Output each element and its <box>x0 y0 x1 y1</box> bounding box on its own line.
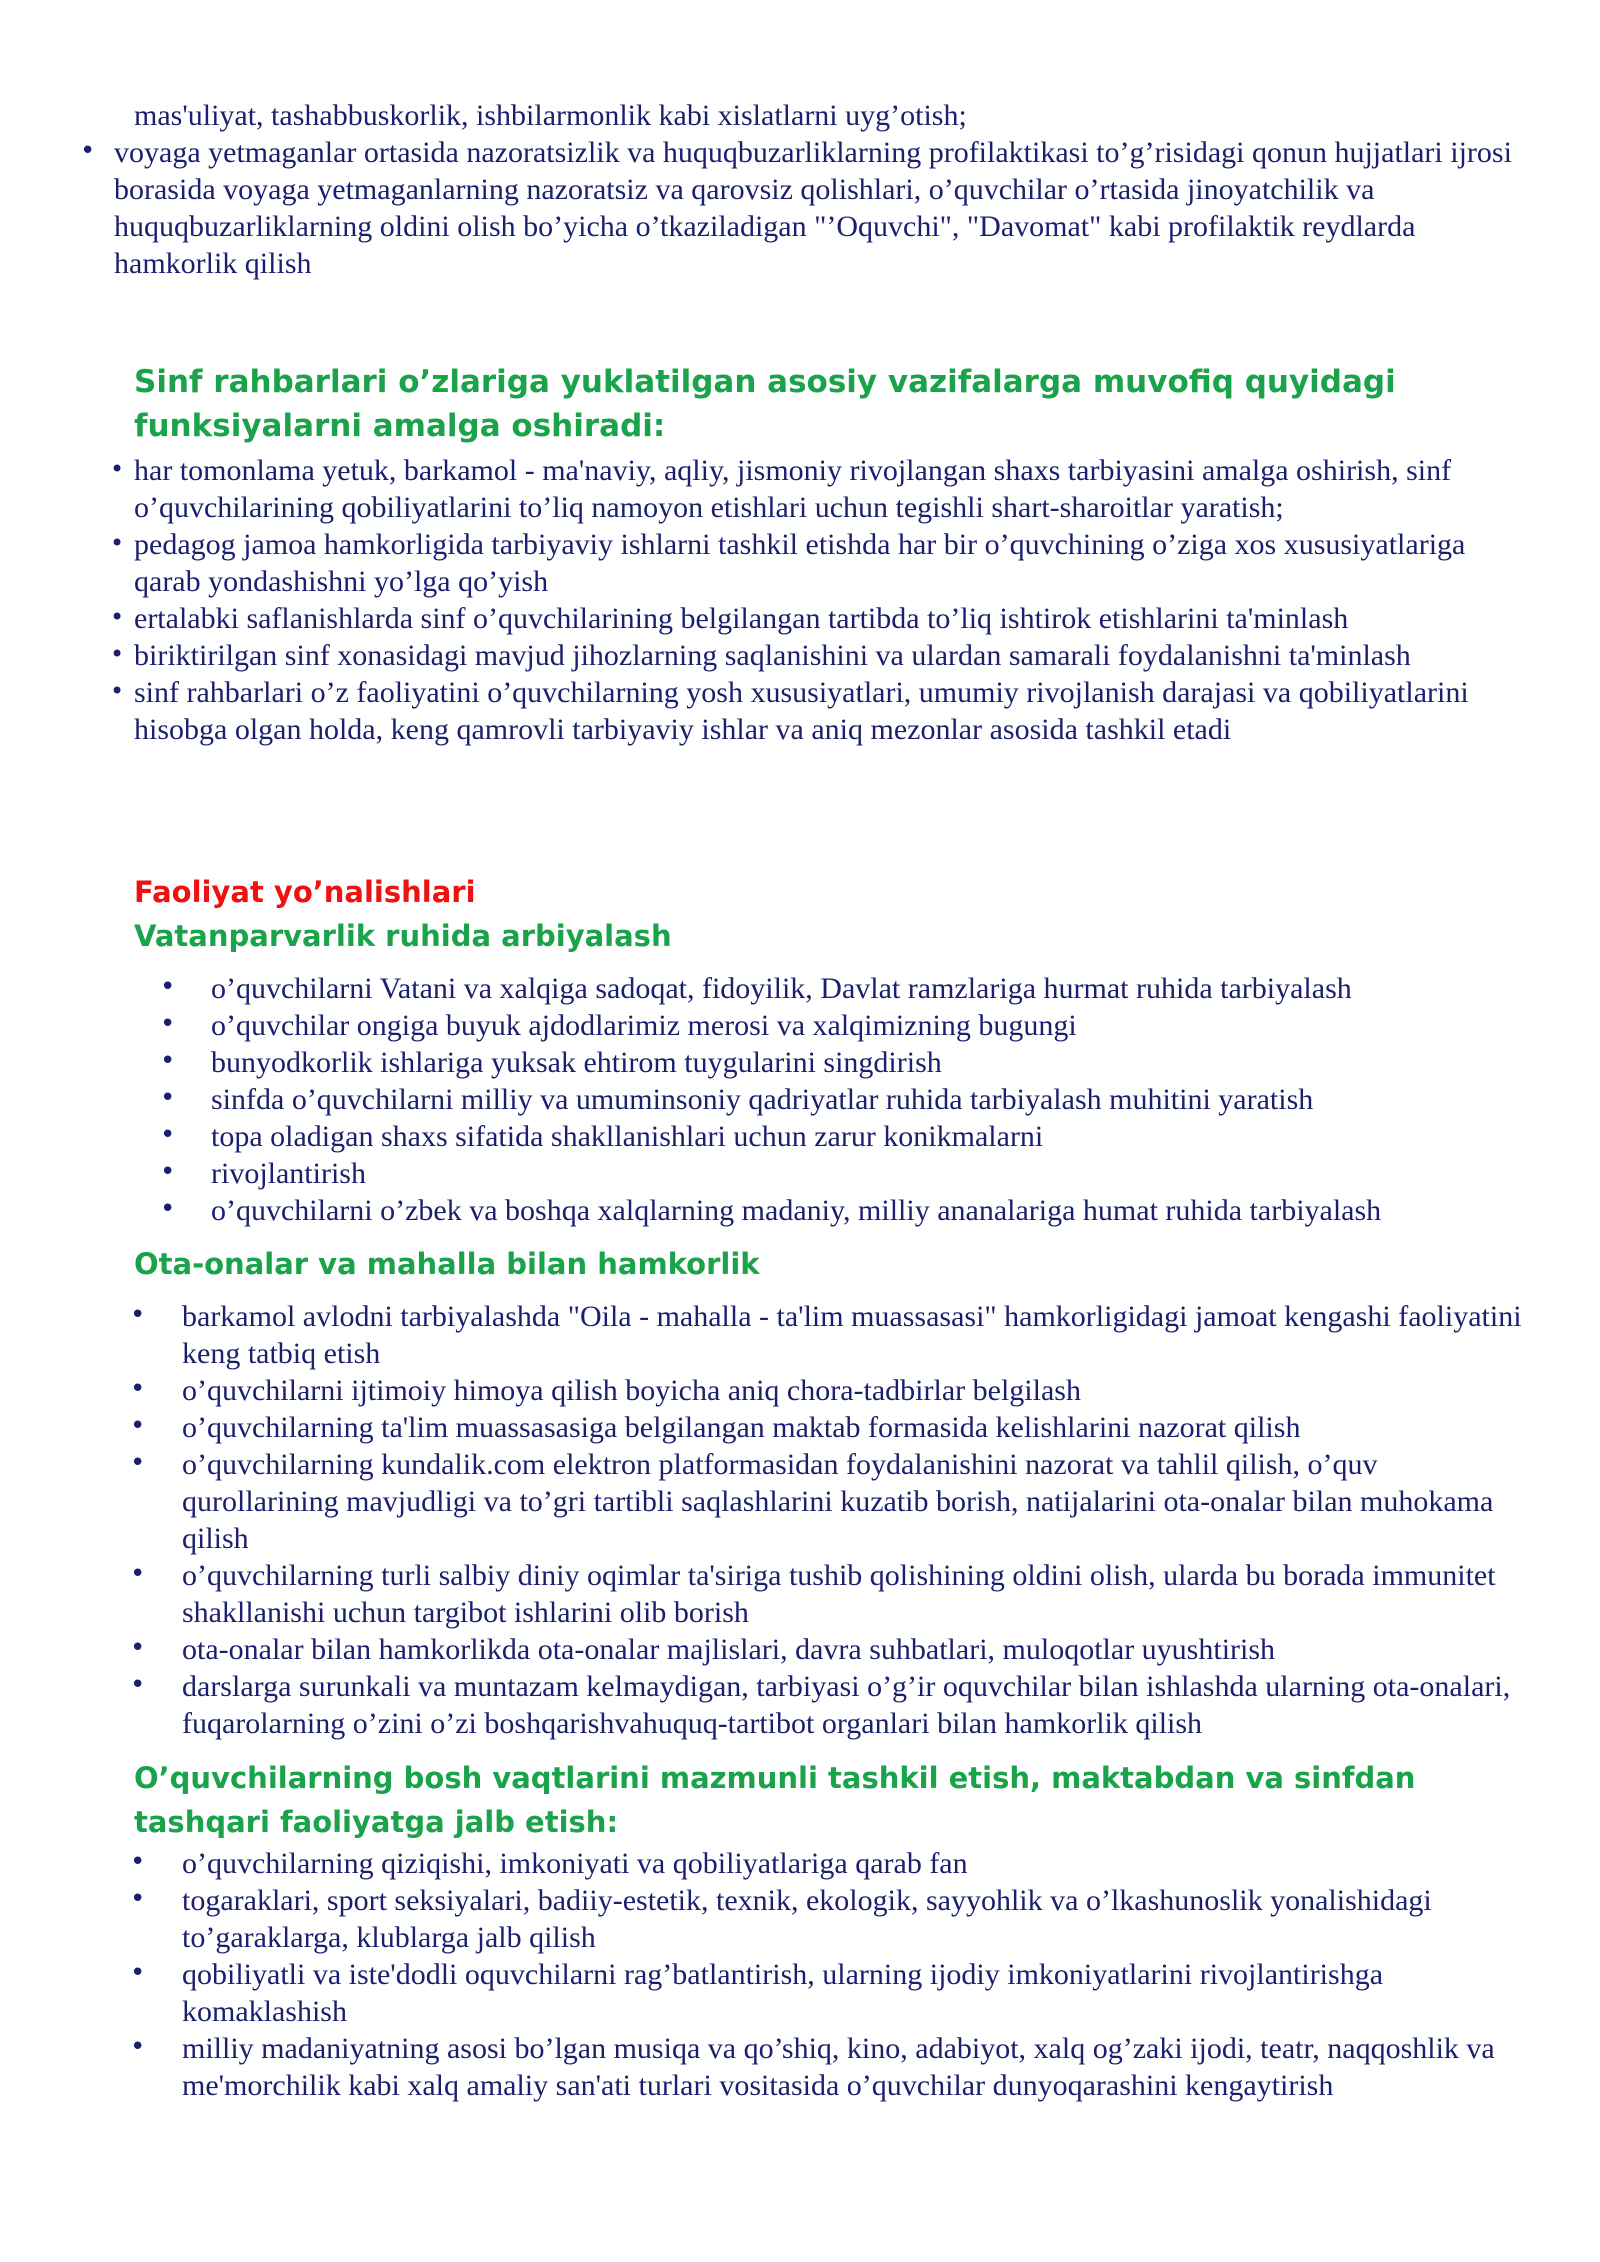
list-item: • o’quvchilarning qiziqishi, imkoniyati va qobiliyatlariga qarab fan <box>130 1845 1530 1882</box>
list-item: • o’quvchilarning kundalik.com elektron platformasidan foydalanishini nazorat va tahlil qilish, o’quv qurollarining mavjudligi va to’gri tartibli saqlashlarini kuzatib borish, natijalarini ota-onalar bilan muhokama qilish <box>130 1446 1530 1557</box>
bullet-icon: • <box>130 1559 146 1589</box>
list-item: • darslarga surunkali va muntazam kelmaydigan, tarbiyasi o’g’ir oquvchilar bilan ishlashda ularning ota-onalari, fuqarolarning o’zini o’zi boshqarishvahuquq-tartibot organlari bilan hamkorlik qilish <box>130 1668 1530 1742</box>
list-item: • bunyodkorlik ishlariga yuksak ehtirom tuygularini singdirish <box>160 1044 1540 1081</box>
bullet-icon: • <box>130 1847 146 1877</box>
vatan-heading: Vatanparvarlik ruhida arbiyalash <box>134 919 672 953</box>
bullet-icon: • <box>130 1374 146 1404</box>
bullet-icon: • <box>160 972 176 1002</box>
bullet-icon: • <box>160 1120 176 1150</box>
bullet-icon: • <box>130 1411 146 1441</box>
bullet-icon: • <box>130 1670 146 1700</box>
ota-list <box>130 1298 1530 1742</box>
list-item: • barkamol avlodni tarbiyalashda "Oila - mahalla - ta'lim muassasasi" hamkorligidagi jamoat kengashi faoliyatini keng tatbiq etish <box>130 1298 1530 1372</box>
bullet-icon: • <box>110 529 125 557</box>
top-bullet-list <box>80 134 1520 282</box>
list-item: • sinfda o’quvchilarni milliy va umuminsoniy qadriyatlar ruhida tarbiyalash muhitini yaratish <box>160 1081 1540 1118</box>
list-item: • biriktirilgan sinf xonasidagi mavjud jihozlarning saqlanishini va ulardan samarali foydalanishni ta'minlash <box>110 637 1510 674</box>
list-item: • qobiliyatli va iste'dodli oquvchilarni rag’batlantirish, ularning ijodiy imkoniyatlarini rivojlantirishga komaklashish <box>130 1956 1530 2030</box>
bullet-icon: • <box>160 1194 176 1224</box>
bullet-icon: • <box>110 677 125 705</box>
list-item: • o’quvchilarni o’zbek va boshqa xalqlarning madaniy, milliy ananalariga humat ruhida tarbiyalash <box>160 1192 1540 1229</box>
list-item: • o’quvchilarning turli salbiy diniy oqimlar ta'siriga tushib qolishining oldini olish, ularda bu borada immunitet shakllanishi uchun targibot ishlarini olib borish <box>130 1557 1530 1631</box>
bullet-icon: • <box>130 1300 146 1330</box>
bullet-icon: • <box>110 640 125 668</box>
bullet-icon: • <box>160 1009 176 1039</box>
list-item: • topa oladigan shaxs sifatida shakllanishlari uchun zarur konikmalarni <box>160 1118 1540 1155</box>
bullet-icon: • <box>110 603 125 631</box>
list-item: • ota-onalar bilan hamkorlikda ota-onalar majlislari, davra suhbatlari, muloqotlar uyushtirish <box>130 1631 1530 1668</box>
bullet-icon: • <box>160 1083 176 1113</box>
bullet-icon: • <box>130 2032 146 2062</box>
list-item: • o’quvchilarning ta'lim muassasasiga belgilangan maktab formasida kelishlarini nazorat qilish <box>130 1409 1530 1446</box>
bullet-icon: • <box>130 1448 146 1478</box>
list-item: • o’quvchilarni Vatani va xalqiga sadoqat, fidoyilik, Davlat ramzlariga hurmat ruhida tarbiyalash <box>160 970 1540 1007</box>
list-item: • rivojlantirish <box>160 1155 1540 1192</box>
bosh-heading: O’quvchilarning bosh vaqtlarini mazmunli tashkil etish, maktabdan va sinfdan tashqari faoliyatga jalb etish: <box>134 1761 1416 1839</box>
bosh-list <box>130 1845 1530 2104</box>
bullet-icon: • <box>130 1884 146 1914</box>
bullet-icon: • <box>110 455 125 483</box>
list-item: • har tomonlama yetuk, barkamol - ma'naviy, aqliy, jismoniy rivojlangan shaxs tarbiyasini amalga oshirish, sinf o’quvchilarining qobiliyatlarini to’liq namoyon etishlari uchun tegishli shart-sharoitlar yaratish; <box>110 452 1510 526</box>
list-item: • voyaga yetmaganlar ortasida nazoratsizlik va huquqbuzarliklarning profilaktikasi to’g’risidagi qonun hujjatlari ijrosi borasida voyaga yetmaganlarning nazoratsiz va qarovsiz qolishlari, o’quvchilar o’rtasida jinoyatchilik va huquqbuzarliklarning oldini olish bo’yicha o’tkaziladigan "’Oquvchi", "Davomat" kabi profilaktik reydlarda hamkorlik qilish <box>80 134 1520 282</box>
bullet-icon: • <box>130 1633 146 1663</box>
bullet-icon: • <box>130 1958 146 1988</box>
top-continuation-text: mas'uliyat, tashabbuskorlik, ishbilarmonlik kabi xislatlarni uyg’otish; <box>134 99 967 132</box>
ota-heading: Ota-onalar va mahalla bilan hamkorlik <box>134 1247 760 1281</box>
vatan-list <box>160 970 1540 1229</box>
list-item: • togaraklari, sport seksiyalari, badiiy-estetik, texnik, ekologik, sayyohlik va o’lkashunoslik yonalishidagi to’garaklarga, klublarga jalb qilish <box>130 1882 1530 1956</box>
bullet-icon: • <box>80 136 96 166</box>
list-item: • sinf rahbarlari o’z faoliyatini o’quvchilarning yosh xususiyatlari, umumiy rivojlanish darajasi va qobiliyatlarini hisobga olgan holda, keng qamrovli tarbiyaviy ishlar va aniq mezonlar asosida tashkil etadi <box>110 674 1510 748</box>
list-item: • ertalabki saflanishlarda sinf o’quvchilarining belgilangan tartibda to’liq ishtirok etishlarini ta'minlash <box>110 600 1510 637</box>
list-item: • o’quvchilar ongiga buyuk ajdodlarimiz merosi va xalqimizning bugungi <box>160 1007 1540 1044</box>
functions-list <box>110 452 1510 748</box>
list-item: • milliy madaniyatning asosi bo’lgan musiqa va qo’shiq, kino, adabiyot, xalq og’zaki ijodi, teatr, naqqoshlik va me'morchilik kabi xalq amaliy san'ati turlari vositasida o’quvchilar dunyoqarashini kengaytirish <box>130 2030 1530 2104</box>
bullet-icon: • <box>160 1157 176 1187</box>
list-item: • o’quvchilarni ijtimoiy himoya qilish boyicha aniq chora-tadbirlar belgilash <box>130 1372 1530 1409</box>
functions-heading: Sinf rahbarlari o’zlariga yuklatilgan asosiy vazifalarga muvofiq quyidagi funksiyalarni amalga oshiradi: <box>134 364 1396 444</box>
list-item: • pedagog jamoa hamkorligida tarbiyaviy ishlarni tashkil etishda har bir o’quvchining o’ziga xos xususiyatlariga qarab yondashishni yo’lga qo’yish <box>110 526 1510 600</box>
bullet-icon: • <box>160 1046 176 1076</box>
activities-heading: Faoliyat yo’nalishlari <box>134 875 476 909</box>
